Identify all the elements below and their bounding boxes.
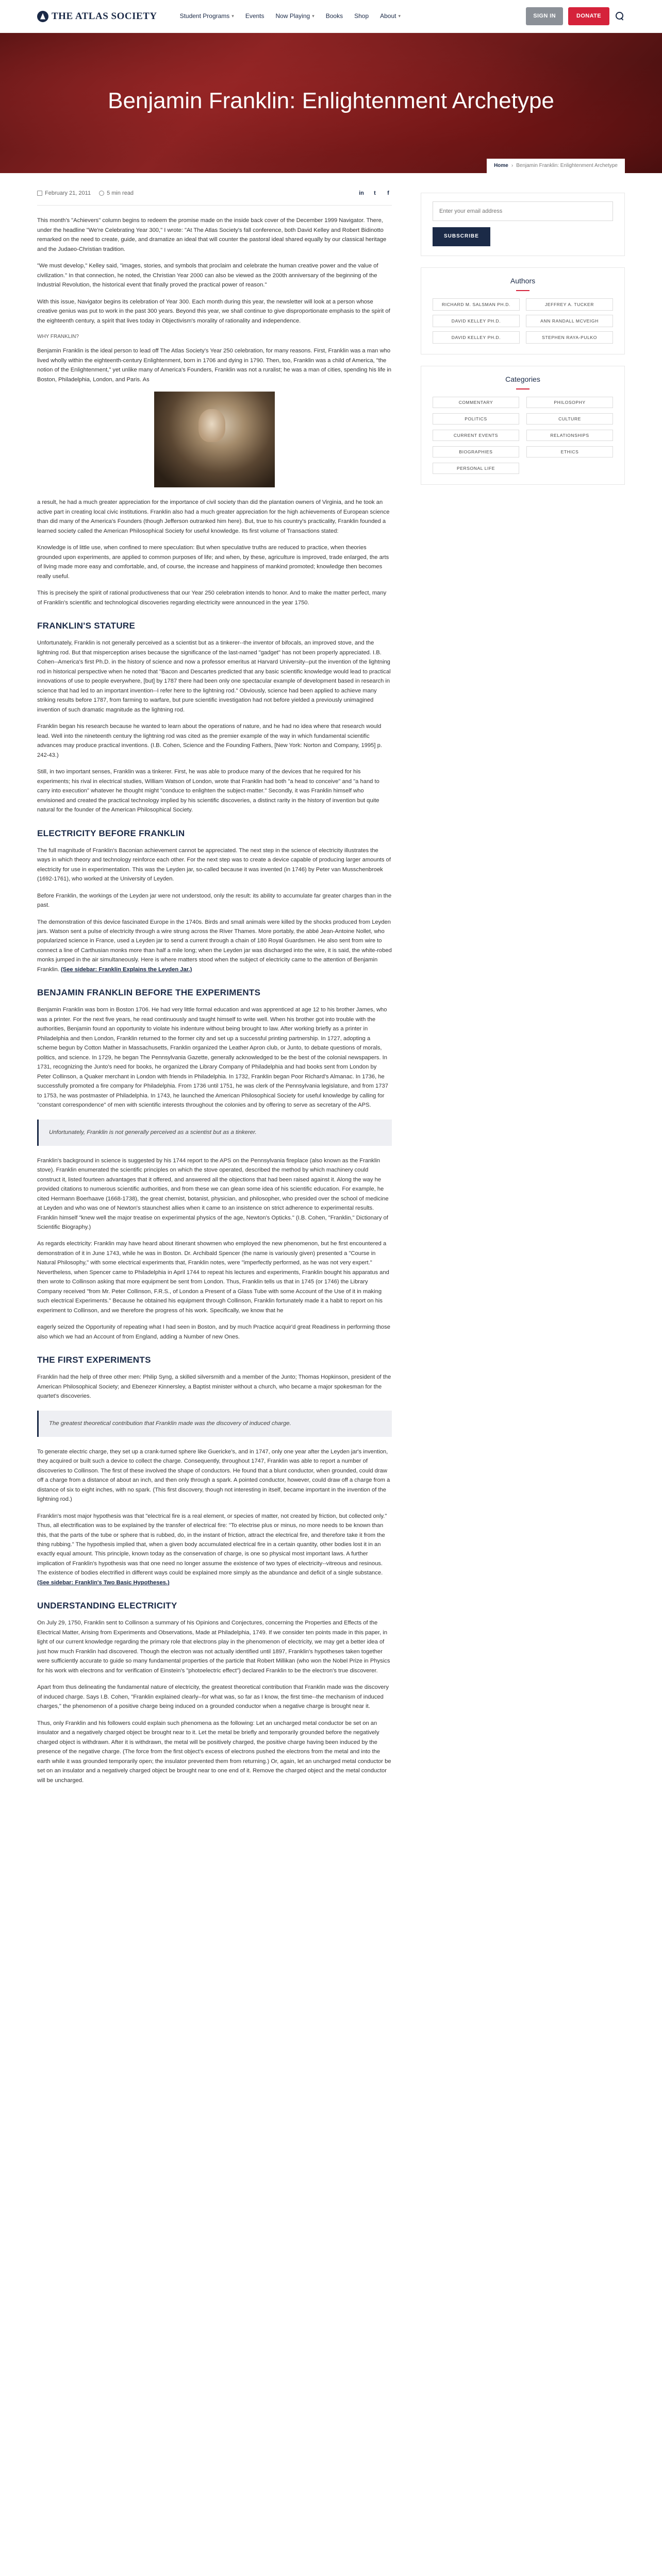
title-divider (516, 388, 529, 389)
paragraph: To generate electric charge, they set up a crank-turned sphere like Guericke's, and in 1747, only one year after the Leyden jar's invention, they acquired or built such a device to collect the charge. Consequently, throughout 1747, Franklin was able to report a number of discoveries to Collinson. The first of these involved the shape of conductors. He found that a blunt conductor, when grounded, could draw off a charge from a distance of about an inch, and then only through a spark. A pointed conductor, however, could draw off a charge from a distance of six to eight inches, with no spark. (This first discovery, though not interesting in itself, became important in the invention of the lightning rod.) (37, 1448, 390, 1503)
title-divider (516, 290, 529, 291)
paragraph-text: The demonstration of this device fascinated Europe in the 1740s. Birds and small animals were killed by the shocks produced from Leyden jars. Watson sent a pulse of electricity through a wire strung across the River Thames. More portably, the abbé Jean-Antoine Nollet, who popularized science in France, used a Leyden jar to send a current through a chain of 180 Royal Guardsmen. He also sent from wire to connect a line of Carthusian monks more than half a mile long; when the Leyden jar was discharged into the wire, it is said, the white-robed monks jumped in the air simultaneously. Here is where matters stood when the subject of electricity came to the attention of Benjamin Franklin. (37, 919, 392, 973)
paragraph: This is precisely the spirit of rational productiveness that our Year 250 celebration intends to honor. And to make the matter perfect, many of Franklin's scientific and technological discoveries regarding electricity were announced in the year 1750. (37, 590, 387, 606)
section-heading: ELECTRICITY BEFORE FRANKLIN (37, 828, 185, 838)
paragraph: On July 29, 1750, Franklin sent to Collinson a summary of his Opinions and Conjectures, concerning the Properties and Effects of the Electrical Matter, Arising from Experiments and Observations, Made at Philadelphia, 1749. If we consider ten points made in this paper, in light of our current knowledge regarding the primary role that electrons play in the phenomenon of electricity, we may get a better idea of just how much Franklin had discovered. Though the electron was not actually identified until 1897, Franklin's hypotheses taken together were sufficiently accurate to guide so many fundamental properties of the particle that Robert Millikan (who won the Nobel Prize in Physics for his work with electrons and for verification of Einstein's "photoelectric effect") declared Franklin to be the electron's true discoverer. (37, 1620, 390, 1674)
nav-label: Books (325, 12, 343, 20)
categories-title: Categories (505, 375, 540, 383)
search-icon[interactable] (615, 11, 625, 21)
email-input[interactable] (433, 201, 613, 221)
section-heading: UNDERSTANDING ELECTRICITY (37, 1601, 177, 1611)
nav-label: Events (245, 12, 264, 20)
subscribe-button[interactable]: SUBSCRIBE (433, 227, 490, 246)
category-tag[interactable]: PHILOSOPHY (526, 397, 613, 408)
nav-about[interactable] (380, 11, 401, 22)
date-text: February 21, 2011 (45, 190, 91, 196)
section-heading: BENJAMIN FRANKLIN BEFORE THE EXPERIMENTS (37, 988, 261, 998)
article-meta (37, 189, 392, 206)
paragraph: Knowledge is of little use, when confined to mere speculation: But when speculative truths are reduced to practice, when theories grounded upon experiments, are applied to common purposes of life; and when, by these, agriculture is improved, trade enlarged, the arts of living made more easy and comfortable, and, of course, the increase and happiness of mankind promoted; knowledge then becomes really useful. (37, 545, 389, 580)
author-tag[interactable]: RICHARD M. SALSMAN PH.D. (433, 298, 520, 311)
facebook-icon[interactable]: f (387, 190, 389, 196)
nav-label: About (380, 12, 396, 20)
nav-books[interactable] (326, 11, 343, 22)
nav-label: Now Playing (275, 12, 310, 20)
paragraph: Benjamin Franklin is the ideal person to lead off The Atlas Society's Year 250 celebration, for many reasons. First, Franklin was a man who lived wholly within the eighteenth-century Enlightenment, born in 1706 and dying in 1790. Then, too, Franklin was a child of America, "the notion of the Enlightenment," yet unlike many of America's Founders, Franklin was not a ruralist; he was a man of cities, spending his life in Boston, Philadelphia, London, and Paris. As (37, 348, 392, 383)
linkedin-icon[interactable]: in (359, 190, 364, 196)
chevron-down-icon: ▾ (398, 13, 401, 19)
author-tag[interactable]: ANN RANDALL MCVEIGH (526, 315, 613, 327)
publish-date (37, 189, 91, 198)
paragraph: Still, in two important senses, Franklin was a tinkerer. First, he was able to produce many of the devices that he required for his experiments; his rival in electrical studies, William Watson of London, wrote that Franklin had both "a head to conceive" and "a hand to carry into execution" whatever he thought might "conduce to enlighten the subject-matter." Secondly, it was Franklin himself who envisioned and created the practical technology implied by his scientific discoveries, a distinct rarity in the history of invention but quite natural for the founder of the American Philosophical Society. (37, 769, 379, 814)
category-tag[interactable]: CULTURE (526, 413, 613, 425)
nav-shop[interactable] (354, 11, 369, 22)
author-tag[interactable]: JEFFREY A. TUCKER (526, 298, 613, 311)
sidebar (421, 193, 625, 1792)
category-tag[interactable]: ETHICS (526, 446, 613, 457)
paragraph (37, 918, 392, 975)
author-tag[interactable]: STEPHEN RAYA-PULKO (526, 331, 613, 344)
paragraph: With this issue, Navigator begins its celebration of Year 300. Each month during this year, the newsletter will look at a person whose creative genius was put to work in the past 300 years. Beyond this year, we shall continue to give disproportionate emphasis to the spirit of the eighteenth century, a spirit that lives today in Objectivism's morality of rationality and independence. (37, 298, 390, 324)
franklin-portrait-image (154, 392, 275, 487)
section-label: WHY FRANKLIN? (37, 333, 79, 340)
categories-box (421, 366, 625, 485)
section-heading: FRANKLIN'S STATURE (37, 621, 136, 631)
paragraph: "We must develop," Kelley said, "images, stories, and symbols that proclaim and celebrate the human creative power and the value of civilization." In that connection, he noted, the Christian Year 2000 can also be viewed as the 200th anniversary of the beginning of the Industrial Revolution, the historical event that finally proved the practical power of reason." (37, 263, 378, 289)
logo-icon (37, 11, 48, 22)
category-tag[interactable]: CURRENT EVENTS (433, 430, 519, 441)
logo-text: THE ATLAS SOCIETY (52, 10, 157, 22)
page-layout (0, 173, 662, 1792)
sidebar-link[interactable]: (See sidebar: Franklin Explains the Leyden Jar.) (61, 966, 192, 973)
meta-left (37, 189, 134, 198)
paragraph-text: Franklin's most major hypothesis was that "electrical fire is a real element, or species of matter, not created by friction, but collected only." Thus, all electrification was to be explained by the transfer of electrical fire: "To electrise plus or minus, no more needs to be known than this, that the parts of the tube or sphere that is rubbed, do, in the instant of friction, attract the electrical fire, and therefore take it from the thing rubbing." The hypothesis implied that, when a given body accumulated electrical fire in a certain quantity, other bodies lost it in an exactly equal amount. This principle, known today as the conservation of charge, is one so physical most important laws. A further implication of Franklin's hypothesis was that one need no longer assume the existence of two types of electricity--vitreous and resinous. The existence of bodies electrified in different ways could be explained more simply as the abundance and deficit of a single substance. (37, 1513, 387, 1577)
calendar-icon (37, 191, 42, 196)
donate-button[interactable]: DONATE (568, 7, 609, 25)
paragraph: This month's "Achievers" column begins to redeem the promise made on the inside back cover of the December 1999 Navigator. There, under the headline "We're Celebrating Year 300," I wrote: "At The Atlas Society's fall conference, both David Kelley and Robert Bidinotto remarked on the need to create, guide, and dramatize an ideal that will counter the pastoral ideal shared equally by our classical heritage and the Judaeo-Christian tradition. (37, 217, 387, 252)
main-nav (180, 11, 401, 22)
header-actions (526, 7, 625, 25)
paragraph (37, 1512, 392, 1588)
paragraph: Franklin had the help of three other men: Philip Syng, a skilled silversmith and a member of the Junto; Thomas Hopkinson, president of the American Philosophical Society; and Ebenezer Kinnersley, a Baptist minister without a church, who became a major spokesman for the quartet's discoveries. (37, 1374, 391, 1400)
paragraph: The full magnitude of Franklin's Baconian achievement cannot be appreciated. The next step in the science of electricity illustrates the ways in which theory and technology reinforce each other. For the next step was to create a device capable of producing larger amounts of electricity for use in experimentation. This was the Leyden jar, so-called because it was invented (in 1746) by Peter van Musschenbroek (1692-1761), who worked at the University of Leyden. (37, 847, 391, 883)
paragraph: Before Franklin, the workings of the Leyden jar were not understood, only the result: its ability to accumulate far greater charges than in the past. (37, 892, 392, 909)
category-tag[interactable]: POLITICS (433, 413, 519, 425)
page-title: Benjamin Franklin: Enlightenment Archetype (108, 88, 554, 113)
read-time-text: 5 min read (107, 190, 134, 196)
paragraph: Unfortunately, Franklin is not generally perceived as a scientist but as a tinkerer--the inventor of bifocals, an improved stove, and the lightning rod. But that misperception arises because the significance of the last-named "gadget" has not been properly appreciated. I.B. Cohen--America's first Ph.D. in the history of science and now a professor emeritus at Harvard University--put the invention of the lightning rod in historical perspective when he noted that "Bacon and Descartes predicted that any basic scientific knowledge would lead to practical innovations of use to people everywhere, [but] by 1787 there had been only one spectacular example of development based in research in science that had led to an important invention--I refer here to the lightning rod." Obviously, science had been applied to achieve many striking results before 1787, from farming to warfare, but pure scientific investigation had not before yielded a previously unimagined invention of such dramatic magnitude as the lightning rod. (37, 640, 391, 713)
paragraph: Franklin's background in science is suggested by his 1744 report to the APS on the Pennsylvania fireplace (also known as the Franklin stove). Franklin enumerated the scientific principles on which the stove operated, described the method by which machinery could construct it, listed fourteen advantages that it offered, and answered all the objections that had been raised against it. Along the way he provided citations to numerous scientific authorities, and from these we can glean some idea of his scientific education. For example, he cited Hermann Boerhaave (1668-1738), the great chemist, botanist, physician, and philosopher, who presided over the school of medicine at Leyden and who was one of Newton's staunchest allies when it came to an insistence on strict adherence to experimental results. Franklin himself "knew well the major treatise on experimental physics of the age, Newton's Opticks." (I.B. Cohen, "Franklin," Dictionary of Scientific Biography.) (37, 1157, 389, 1230)
nav-now-playing[interactable] (276, 11, 315, 22)
nav-events[interactable] (245, 11, 264, 22)
paragraph: As regards electricity: Franklin may have heard about itinerant showmen who employed the new phenomenon, but he first encountered a demonstration of it in June 1743, while he was in Boston. Dr. Archibald Spencer (the name is variously given) presented a "Course in Natural Philosophy," with some electrical experiments that, Franklin notes, were "imperfectly performed, as he was not very expert." Nevertheless, when Spencer came to Philadelphia in April 1744 to repeat his lectures and experiments, Franklin bought his apparatus and then wrote to Collinson asking that more equipment be sent from London. Thus, Franklin tells us that in 1745 (or 1746) the Library Company received "from Mr. Peter Collinson, F.R.S., of London a Present of a Glass Tube with some Account of the Use of it in making such electrical Experiments." Because he obtained his equipment through Collinson, Franklin fortunately made it a habit to report on his experiment to Collinson, and we therefore the progress of his work. Specifically, we know that he (37, 1241, 389, 1314)
breadcrumb-separator: › (511, 162, 514, 168)
paragraph: eagerly seized the Opportunity of repeating what I had seen in Boston, and by much Practice acquir'd great Readiness in performing those also which we had an Account of from England, adding a Number of new Ones. (37, 1324, 390, 1340)
site-header (0, 0, 662, 33)
subscribe-box (421, 193, 625, 256)
site-logo[interactable] (37, 8, 157, 24)
sidebar-link[interactable]: (See sidebar: Franklin's Two Basic Hypotheses.) (37, 1579, 170, 1586)
paragraph: Thus, only Franklin and his followers could explain such phenomena as the following: Let an uncharged metal conductor be set on an insulator and a negatively charged object be brought near to it. Let the metal be briefly and temporarily grounded before the negatively charged object is withdrawn. After it is withdrawn, the metal will be positively charged, the positive charge having been induced by the presence of the negative charge. (The force from the first object's excess of electrons pushed the electrons from the metal and into the earth while it was grounded temporarily open; the insulator prevented them from returning.) Or, again, let an uncharged metal conductor be set on an insulator and a negatively charged object be brought near to one end of it. Remove the charged object and the metal conductor will be uncharged. (37, 1720, 391, 1784)
categories-list (433, 397, 613, 474)
category-tag[interactable]: PERSONAL LIFE (433, 463, 519, 474)
pull-quote: The greatest theoretical contribution that Franklin made was the discovery of induced charge. (37, 1411, 392, 1437)
category-tag[interactable]: BIOGRAPHIES (433, 446, 519, 457)
nav-label: Student Programs (179, 12, 230, 20)
nav-student-programs[interactable] (180, 11, 234, 22)
authors-list (433, 298, 613, 344)
authors-box (421, 267, 625, 354)
paragraph: Franklin began his research because he wanted to learn about the operations of nature, and he had no idea where that research would lead. Well into the nineteenth century the lightning rod was cited as the premier example of the way in which fundamental scientific advances may produce practical inventions. (I.B. Cohen, Science and the Founding Fathers, [New York: Norton and Company, 1995] p. 242-43.) (37, 723, 382, 758)
author-tag[interactable]: DAVID KELLEY PH.D. (433, 331, 520, 344)
section-heading: THE FIRST EXPERIMENTS (37, 1355, 151, 1365)
paragraph: Benjamin Franklin was born in Boston 1706. He had very little formal education and was apprenticed at age 12 to his brother James, who was a printer. For the next five years, he read continuously and taught himself to write well. When his brother got into trouble with the authorities, Benjamin found an opportunity to violate his indenture without being brought to law. After working briefly as a printer in Philadelphia and then London, Franklin returned to the former city and set up a successful printing partnership. In 1727, adopting a scheme begun by Cotton Mather in Massachusetts, Franklin organized the Leather Apron club, or Junto, to debate questions of morals, politics, and science. In 1729, he began The Pennsylvania Gazette, generally acknowledged to be the best of the colonial newspapers. In 1731, recognizing the Junto's need for books, he organized the Library Company of Philadelphia and had books sent from London by Peter Collinson, a Quaker merchant in London with friends in Philadelphia. In 1732, Franklin began Poor Richard's Almanac. In 1736, he successfully promoted a fire company for Philadelphia. From 1736 until 1751, he was clerk of the Pennsylvania legislature, and from 1737 to 1753, he was postmaster of Philadelphia. In 1743, he launched the American Philosophical Society for useful knowledge by calling for "constant correspondence" of men with scientific interests throughout the colonies and by offering to serve as secretary of the APS. (37, 1007, 388, 1109)
paragraph: Apart from thus delineating the fundamental nature of electricity, the greatest theoretical contribution that Franklin made was the discovery of induced charge. Says I.B. Cohen, "Franklin explained clearly--for what was, so far as I know, the first time--the mechanism of induced charges," the phenomenon of a positive charge being induced on a grounded conductor when a negative charge is brought near it. (37, 1684, 389, 1710)
clock-icon (99, 191, 104, 196)
article-content (37, 189, 392, 1792)
hero-banner (0, 33, 662, 173)
breadcrumb-home[interactable]: Home (494, 162, 508, 168)
paragraph: a result, he had a much greater appreciation for the importance of civil society than did the plantation owners of Virginia, and he took an active part in creating local civic institutions. Franklin also had a much greater appreciation for the high achievements of European science than did many of the America's Founders (though Jefferson outranked him here). But, true to his country's practicality, Franklin founded a learned society called the American Philosophical Society for useful knowledge. Its first volume of Transactions stated: (37, 499, 390, 534)
breadcrumb (487, 159, 625, 174)
pull-quote: Unfortunately, Franklin is not generally perceived as a scientist but as a tinkerer. (37, 1120, 392, 1146)
author-tag[interactable]: DAVID KELLEY PH.D. (433, 315, 520, 327)
chevron-down-icon: ▾ (312, 13, 315, 19)
read-time (99, 189, 134, 198)
category-tag[interactable]: COMMENTARY (433, 397, 519, 408)
twitter-icon[interactable]: t (374, 190, 376, 196)
category-tag[interactable]: RELATIONSHIPS (526, 430, 613, 441)
nav-label: Shop (354, 12, 369, 20)
share-links (358, 190, 392, 197)
breadcrumb-current: Benjamin Franklin: Enlightenment Archetype (516, 162, 618, 168)
chevron-down-icon: ▾ (231, 13, 234, 19)
sign-in-button[interactable]: SIGN IN (526, 7, 563, 25)
authors-title: Authors (510, 276, 536, 285)
